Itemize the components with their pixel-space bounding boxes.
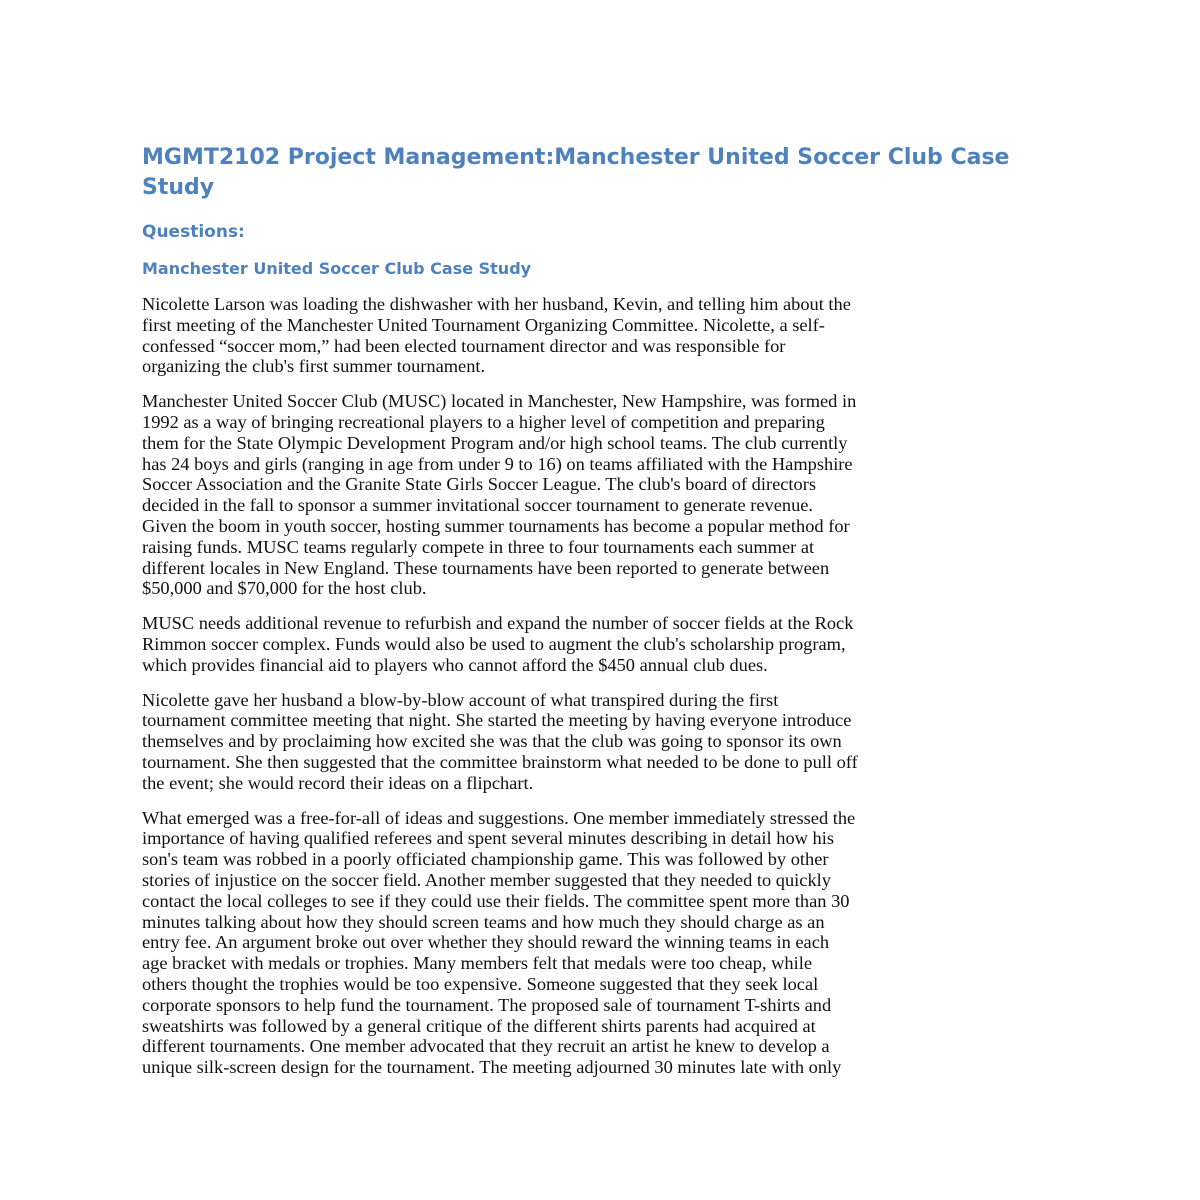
questions-heading: Questions: — [142, 222, 245, 242]
paragraph-4: Nicolette gave her husband a blow-by-blow account of what transpired during the first tournament committee meeting that night. She started the meeting by having everyone introduce themselves and by proclaiming how excited she was that the club was going to sponsor its own tournament. She then suggested that the committee brainstorm what needed to be done to pull off the event; she would record their ideas on a flipchart. — [142, 689, 858, 793]
paragraph-3: MUSC needs additional revenue to refurbish and expand the number of soccer fields at the Rock Rimmon soccer complex. Funds would also be used to augment the club's scholarship program, which provides financial aid to players who cannot afford the $450 annual club dues. — [142, 613, 854, 675]
document-title: MGMT2102 Project Management:Manchester United Soccer Club Case Study — [142, 145, 1010, 200]
document-page — [142, 143, 1067, 1092]
case-study-heading: Manchester United Soccer Club Case Study — [142, 259, 532, 278]
paragraph-5: What emerged was a free-for-all of ideas and suggestions. One member immediately stressed the importance of having qualified referees and spent several minutes describing in detail how his son's team was robbed in a poorly officiated championship game. This was followed by other stories of injustice on the soccer field. Another member suggested that they needed to quickly contact the local colleges to see if they could use their fields. The committee spent more than 30 minutes talking about how they should screen teams and how much they should charge as an entry fee. An argument broke out over whether they should reward the winning teams in each age bracket with medals or trophies. Many members felt that medals were too cheap, while others thought the trophies would be too expensive. Someone suggested that they seek local corporate sponsors to help fund the tournament. The proposed sale of tournament T-shirts and sweatshirts was followed by a general critique of the different shirts parents had acquired at different tournaments. One member advocated that they recruit an artist he knew to develop a unique silk-screen design for the tournament. The meeting adjourned 30 minutes late with only — [142, 807, 856, 1078]
paragraph-2: Manchester United Soccer Club (MUSC) located in Manchester, New Hampshire, was formed in 1992 as a way of bringing recreational players to a higher level of competition and preparing them for the State Olympic Development Program and/or high school teams. The club currently has 24 boys and girls (ranging in age from under 9 to 16) on teams affiliated with the Hampshire Soccer Association and the Granite State Girls Soccer League. The club's board of directors decided in the fall to sponsor a summer invitational soccer tournament to generate revenue. Given the boom in youth soccer, hosting summer tournaments has become a popular method for raising funds. MUSC teams regularly compete in three to four tournaments each summer at different locales in New England. These tournaments have been reported to generate between $50,000 and $70,000 for the host club. — [142, 391, 857, 599]
paragraph-1: Nicolette Larson was loading the dishwasher with her husband, Kevin, and telling him about the first meeting of the Manchester United Tournament Organizing Committee. Nicolette, a self- confessed “soccer mom,” had been elected tournament director and was responsible for organizing the club's first summer tournament. — [142, 294, 851, 377]
